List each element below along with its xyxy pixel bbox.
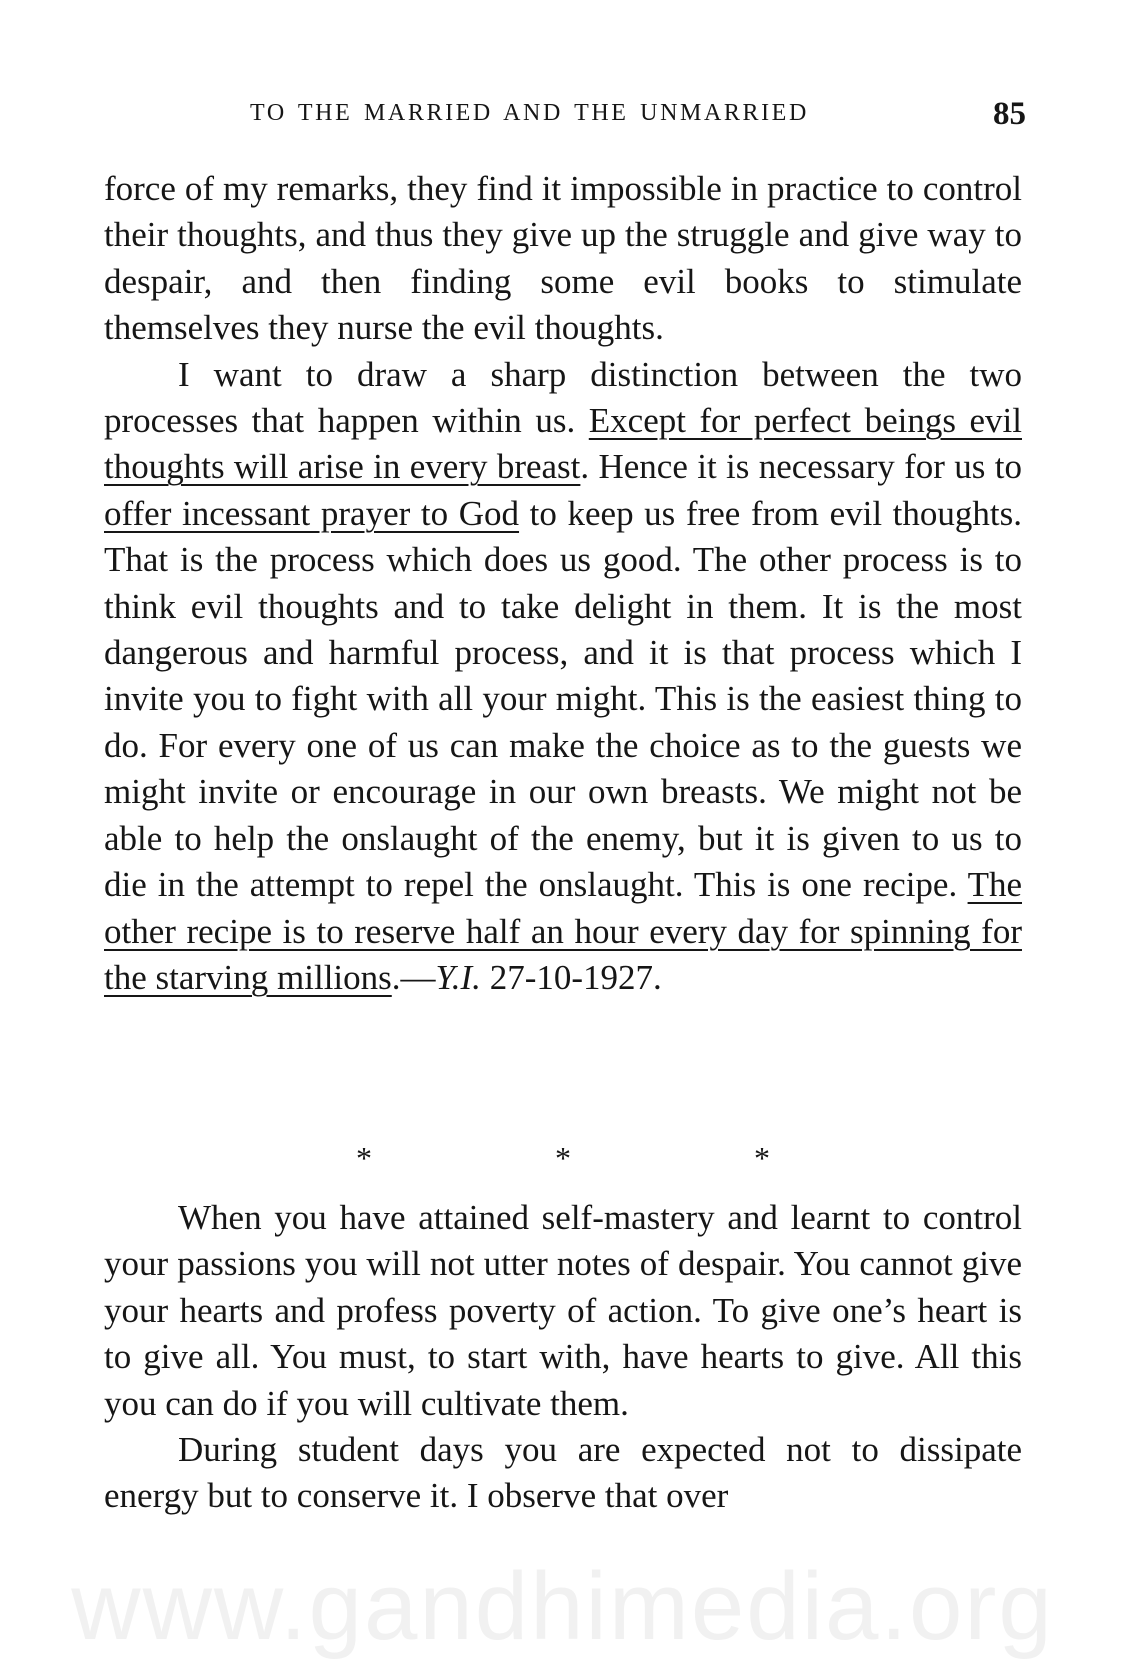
separator-asterisk: * [555,1140,571,1176]
paragraph-3: When you have attained self-mastery and learnt to control your passions you will not utter notes of despair. You cannot give your hearts and profess poverty of action. To give one’s heart is to give all. You must, to start with, have hearts to give. All this you can do if you will cultivate them. [104,1198,1022,1423]
separator-asterisk: * [754,1140,770,1176]
paragraph-2-text-4: .— [391,957,436,997]
citation-source: Y.I. [435,957,481,997]
paragraph-2 [104,352,1022,1002]
citation-date: 27-10-1927. [480,957,662,997]
paragraph-2-text-2: . Hence it is necessary for us to [580,447,1022,487]
body-text-upper [104,166,1022,1001]
paragraph-2-text-3: to keep us free from evil thoughts. That is the process which does us good. The other process is to think evil thoughts and to take delight in them. It is the most dangerous and harmful process, and it is that process which I invite you to fight with all your might. This is the easiest thing to do. For every one of us can make the choice as to the guests we might invite or encourage in our own breasts. We might not be able to help the onslaught of the enemy, but it is given to us to die in the attempt to repel the onslaught. This is one recipe. [104,493,1022,905]
separator-asterisk: * [356,1140,372,1176]
paragraph-2-text-1: I want to draw a sharp distinction between the two processes that happen within us. [104,354,1022,441]
underlined-passage-1: Except for perfect beings evil thoughts will arise in every breast [104,401,1022,487]
paragraph-4: During student days you are expected not to dissipate energy but to conserve it. I observe that over [104,1430,1022,1516]
paragraph-1: force of my remarks, they find it impossible in practice to control their thoughts, and thus they give up the struggle and give way to despair, and then finding some evil books to stimulate themselves they nurse the evil thoughts. [104,169,1022,348]
watermark: www.gandhimedia.org [71,1553,1054,1660]
underlined-passage-2: offer incessant prayer to God [104,493,520,533]
page-number: 85 [993,96,1026,132]
underlined-passage-3: The other recipe is to reserve half an hour every day for spinning for the starving millions [104,865,1022,997]
body-text-lower [104,1195,1022,1520]
section-separator [104,1140,1022,1180]
running-head [250,96,1040,136]
running-title: TO THE MARRIED AND THE UNMARRIED [250,100,809,126]
